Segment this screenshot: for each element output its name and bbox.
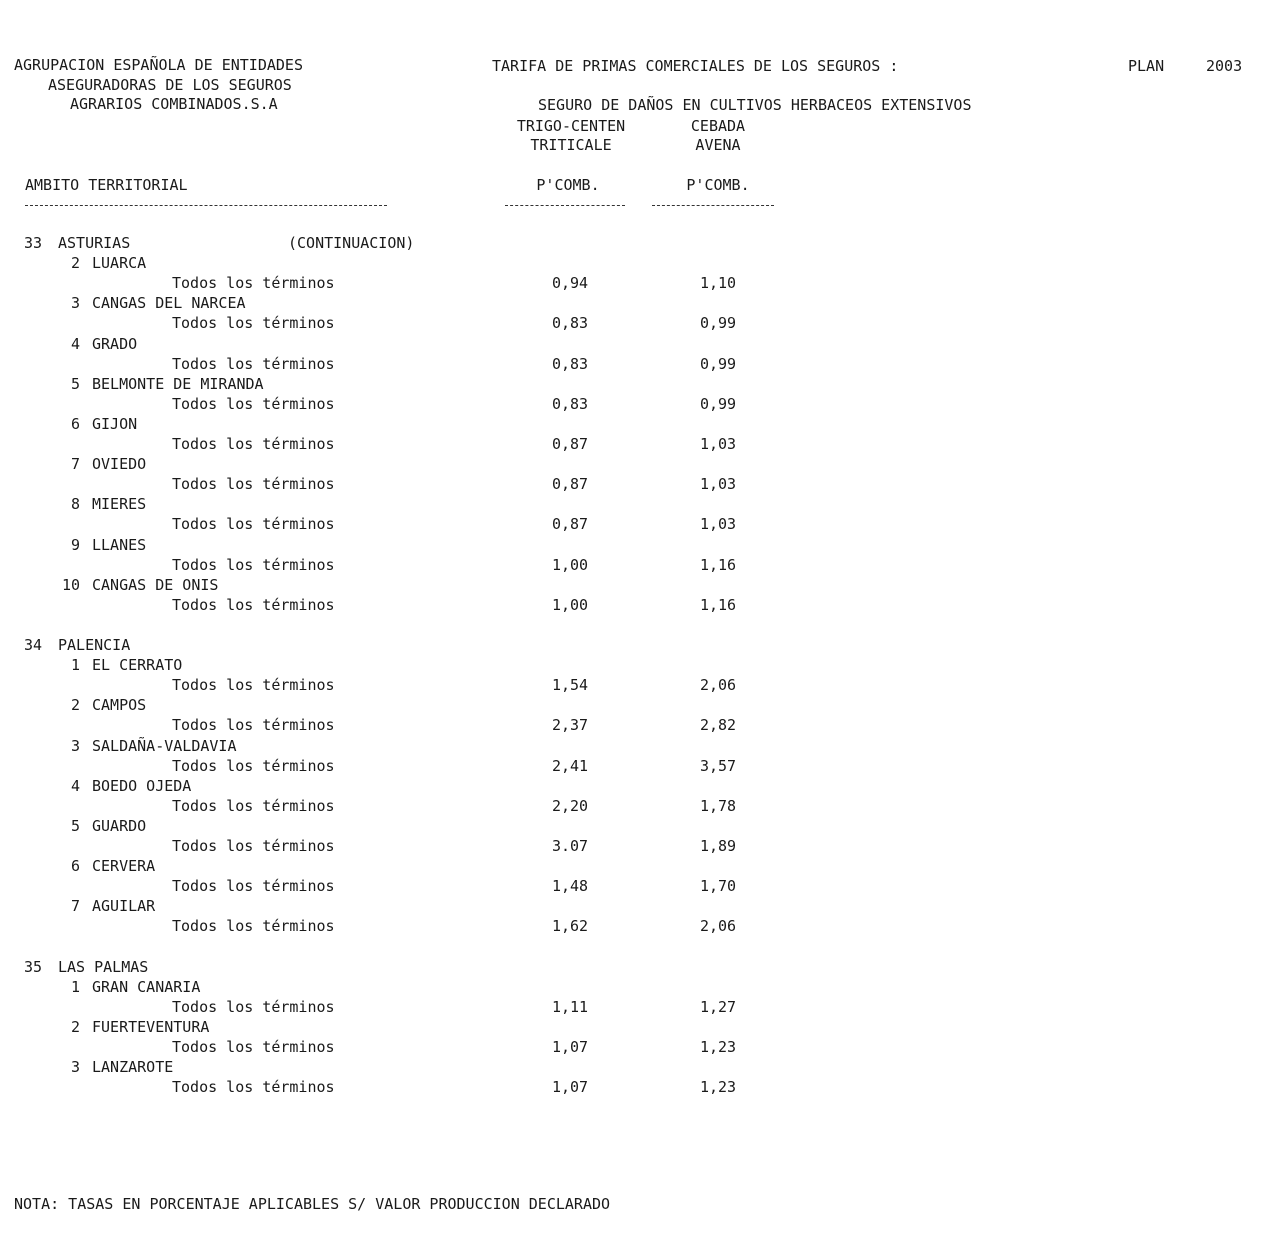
comarca-code: 6 bbox=[70, 415, 80, 433]
column-2-subheader: P'COMB. bbox=[686, 176, 750, 194]
comarca-name: GRAN CANARIA bbox=[92, 978, 201, 996]
plan-label: PLAN bbox=[1128, 57, 1165, 75]
comarca-code: 5 bbox=[70, 375, 80, 393]
value-cebada: 1,27 bbox=[699, 998, 737, 1016]
comarca-name: SALDAÑA-VALDAVIA bbox=[92, 737, 237, 755]
value-cebada: 1,23 bbox=[699, 1078, 737, 1096]
column-2-header-line-1: CEBADA bbox=[690, 117, 746, 135]
footer-note: NOTA: TASAS EN PORCENTAJE APLICABLES S/ VALOR PRODUCCION DECLARADO bbox=[14, 1195, 611, 1213]
terms-label: Todos los términos bbox=[172, 837, 335, 855]
terms-label: Todos los términos bbox=[172, 676, 335, 694]
province-code: 35 bbox=[23, 958, 43, 976]
org-name-line-3: AGRARIOS COMBINADOS.S.A bbox=[70, 95, 278, 113]
column-1-header-line-1: TRIGO-CENTEN bbox=[516, 117, 626, 135]
comarca-code: 10 bbox=[61, 576, 80, 594]
terms-label: Todos los términos bbox=[172, 475, 335, 493]
province-name: ASTURIAS bbox=[58, 234, 131, 252]
value-trigo: 3.07 bbox=[551, 837, 589, 855]
terms-label: Todos los términos bbox=[172, 1038, 335, 1056]
terms-label: Todos los términos bbox=[172, 515, 335, 533]
province-code: 34 bbox=[23, 636, 43, 654]
comarca-code: 4 bbox=[70, 335, 80, 353]
value-cebada: 2,06 bbox=[699, 917, 737, 935]
terms-label: Todos los términos bbox=[172, 274, 335, 292]
terms-label: Todos los términos bbox=[172, 556, 335, 574]
comarca-code: 6 bbox=[70, 857, 80, 875]
comarca-code: 7 bbox=[70, 455, 80, 473]
value-trigo: 1,11 bbox=[551, 998, 589, 1016]
org-name-line-2: ASEGURADORAS DE LOS SEGUROS bbox=[48, 76, 292, 94]
value-cebada: 2,82 bbox=[699, 716, 737, 734]
comarca-code: 3 bbox=[70, 294, 80, 312]
value-trigo: 0,83 bbox=[551, 314, 589, 332]
terms-label: Todos los términos bbox=[172, 596, 335, 614]
terms-label: Todos los términos bbox=[172, 757, 335, 775]
terms-label: Todos los términos bbox=[172, 877, 335, 895]
value-cebada: 1,70 bbox=[699, 877, 737, 895]
value-cebada: 1,16 bbox=[699, 596, 737, 614]
value-trigo: 0,87 bbox=[551, 515, 589, 533]
value-trigo: 1,00 bbox=[551, 556, 589, 574]
value-trigo: 1,62 bbox=[551, 917, 589, 935]
value-trigo: 0,83 bbox=[551, 355, 589, 373]
column-2-header-line-2: AVENA bbox=[695, 136, 741, 154]
value-cebada: 0,99 bbox=[699, 314, 737, 332]
column-1-subheader: P'COMB. bbox=[536, 176, 600, 194]
column-2-underline bbox=[652, 205, 774, 206]
comarca-name: CAMPOS bbox=[92, 696, 147, 714]
province-note: (CONTINUACION) bbox=[288, 234, 415, 252]
value-cebada: 1,10 bbox=[699, 274, 737, 292]
province-code: 33 bbox=[23, 234, 43, 252]
value-trigo: 1,54 bbox=[551, 676, 589, 694]
value-trigo: 0,87 bbox=[551, 435, 589, 453]
comarca-name: FUERTEVENTURA bbox=[92, 1018, 210, 1036]
value-trigo: 0,83 bbox=[551, 395, 589, 413]
terms-label: Todos los términos bbox=[172, 797, 335, 815]
ambito-territorial-label: AMBITO TERRITORIAL bbox=[25, 176, 188, 194]
terms-label: Todos los términos bbox=[172, 1078, 335, 1096]
value-cebada: 3,57 bbox=[699, 757, 737, 775]
comarca-name: EL CERRATO bbox=[92, 656, 183, 674]
comarca-code: 7 bbox=[70, 897, 80, 915]
comarca-code: 2 bbox=[70, 696, 80, 714]
terms-label: Todos los términos bbox=[172, 716, 335, 734]
comarca-code: 9 bbox=[70, 536, 80, 554]
value-trigo: 1,07 bbox=[551, 1038, 589, 1056]
comarca-code: 2 bbox=[70, 1018, 80, 1036]
column-1-header-line-2: TRITICALE bbox=[530, 136, 612, 154]
comarca-name: CANGAS DE ONIS bbox=[92, 576, 219, 594]
value-cebada: 1,89 bbox=[699, 837, 737, 855]
comarca-code: 1 bbox=[70, 978, 80, 996]
province-name: LAS PALMAS bbox=[58, 958, 149, 976]
province-name: PALENCIA bbox=[58, 636, 131, 654]
value-cebada: 1,03 bbox=[699, 435, 737, 453]
comarca-name: GIJON bbox=[92, 415, 138, 433]
terms-label: Todos los términos bbox=[172, 395, 335, 413]
comarca-name: BELMONTE DE MIRANDA bbox=[92, 375, 264, 393]
ambito-underline bbox=[25, 205, 387, 206]
comarca-name: GUARDO bbox=[92, 817, 147, 835]
terms-label: Todos los términos bbox=[172, 917, 335, 935]
value-trigo: 2,37 bbox=[551, 716, 589, 734]
value-trigo: 1,00 bbox=[551, 596, 589, 614]
terms-label: Todos los términos bbox=[172, 998, 335, 1016]
comarca-name: MIERES bbox=[92, 495, 147, 513]
comarca-name: LUARCA bbox=[92, 254, 147, 272]
value-cebada: 1,03 bbox=[699, 515, 737, 533]
comarca-name: CERVERA bbox=[92, 857, 156, 875]
column-1-underline bbox=[505, 205, 625, 206]
comarca-code: 3 bbox=[70, 737, 80, 755]
value-cebada: 1,78 bbox=[699, 797, 737, 815]
comarca-name: GRADO bbox=[92, 335, 138, 353]
value-trigo: 1,07 bbox=[551, 1078, 589, 1096]
comarca-name: OVIEDO bbox=[92, 455, 147, 473]
value-cebada: 1,03 bbox=[699, 475, 737, 493]
value-cebada: 1,23 bbox=[699, 1038, 737, 1056]
value-trigo: 2,41 bbox=[551, 757, 589, 775]
terms-label: Todos los términos bbox=[172, 435, 335, 453]
comarca-name: AGUILAR bbox=[92, 897, 156, 915]
comarca-code: 4 bbox=[70, 777, 80, 795]
tarifa-title: TARIFA DE PRIMAS COMERCIALES DE LOS SEGUROS : bbox=[492, 57, 899, 75]
value-cebada: 0,99 bbox=[699, 395, 737, 413]
terms-label: Todos los términos bbox=[172, 314, 335, 332]
comarca-code: 5 bbox=[70, 817, 80, 835]
comarca-code: 1 bbox=[70, 656, 80, 674]
comarca-name: CANGAS DEL NARCEA bbox=[92, 294, 246, 312]
value-trigo: 0,87 bbox=[551, 475, 589, 493]
comarca-code: 8 bbox=[70, 495, 80, 513]
plan-year: 2003 bbox=[1206, 57, 1243, 75]
value-cebada: 0,99 bbox=[699, 355, 737, 373]
comarca-name: LANZAROTE bbox=[92, 1058, 174, 1076]
org-name-line-1: AGRUPACION ESPAÑOLA DE ENTIDADES bbox=[14, 56, 303, 74]
comarca-name: BOEDO OJEDA bbox=[92, 777, 192, 795]
value-trigo: 2,20 bbox=[551, 797, 589, 815]
value-cebada: 1,16 bbox=[699, 556, 737, 574]
terms-label: Todos los términos bbox=[172, 355, 335, 373]
value-trigo: 0,94 bbox=[551, 274, 589, 292]
comarca-name: LLANES bbox=[92, 536, 147, 554]
value-trigo: 1,48 bbox=[551, 877, 589, 895]
comarca-code: 3 bbox=[70, 1058, 80, 1076]
value-cebada: 2,06 bbox=[699, 676, 737, 694]
comarca-code: 2 bbox=[70, 254, 80, 272]
seguro-title: SEGURO DE DAÑOS EN CULTIVOS HERBACEOS EXTENSIVOS bbox=[538, 96, 972, 114]
